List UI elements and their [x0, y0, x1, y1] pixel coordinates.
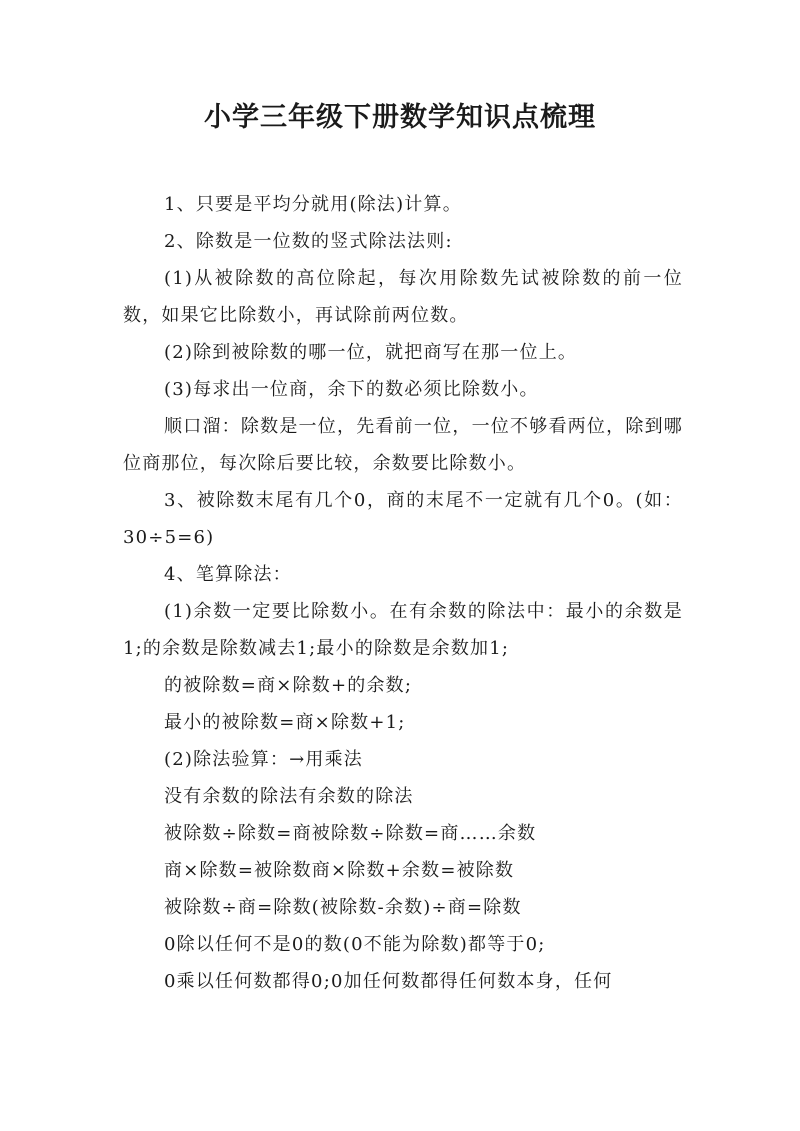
paragraph-15: 商×除数=被除数商×除数+余数=被除数 [164, 860, 515, 881]
paragraph-2: 2、除数是一位数的竖式除法法则: [164, 231, 453, 252]
document-body [123, 186, 683, 1000]
paragraph-3: (1)从被除数的高位除起，每次用除数先试被除数的前一位数，如果它比除数小，再试除前两位数。 [123, 268, 683, 326]
paragraph-5: (3)每求出一位商，余下的数必须比除数小。 [164, 379, 539, 400]
paragraph-17: 0除以任何不是0的数(0不能为除数)都等于0; [164, 934, 546, 955]
paragraph-1: 1、只要是平均分就用(除法)计算。 [164, 194, 462, 215]
paragraph-4: (2)除到被除数的哪一位，就把商写在那一位上。 [164, 342, 578, 363]
paragraph-13: 没有余数的除法有余数的除法 [164, 786, 414, 807]
paragraph-16: 被除数÷商=除数(被除数-余数)÷商=除数 [164, 897, 522, 918]
paragraph-6: 顺口溜：除数是一位，先看前一位，一位不够看两位，除到哪位商那位，每次除后要比较，余数要比除数小。 [123, 416, 683, 474]
paragraph-10: 的被除数=商×除数+的余数; [164, 675, 413, 696]
paragraph-8: 4、笔算除法： [164, 564, 292, 585]
paragraph-9: (1)余数一定要比除数小。在有余数的除法中：最小的余数是1;的余数是除数减去1;最小的除数是余数加1; [123, 601, 683, 659]
paragraph-18: 0乘以任何数都得0;0加任何数都得任何数本身，任何 [164, 971, 613, 992]
paragraph-14: 被除数÷除数=商被除数÷除数=商……余数 [164, 823, 537, 844]
document-title: 小学三年级下册数学知识点梳理 [204, 102, 596, 133]
paragraph-7: 3、被除数末尾有几个0，商的末尾不一定就有几个0。(如：30÷5=6) [123, 490, 683, 548]
paragraph-12: (2)除法验算：→用乘法 [164, 749, 363, 770]
paragraph-11: 最小的被除数=商×除数+1; [164, 712, 406, 733]
